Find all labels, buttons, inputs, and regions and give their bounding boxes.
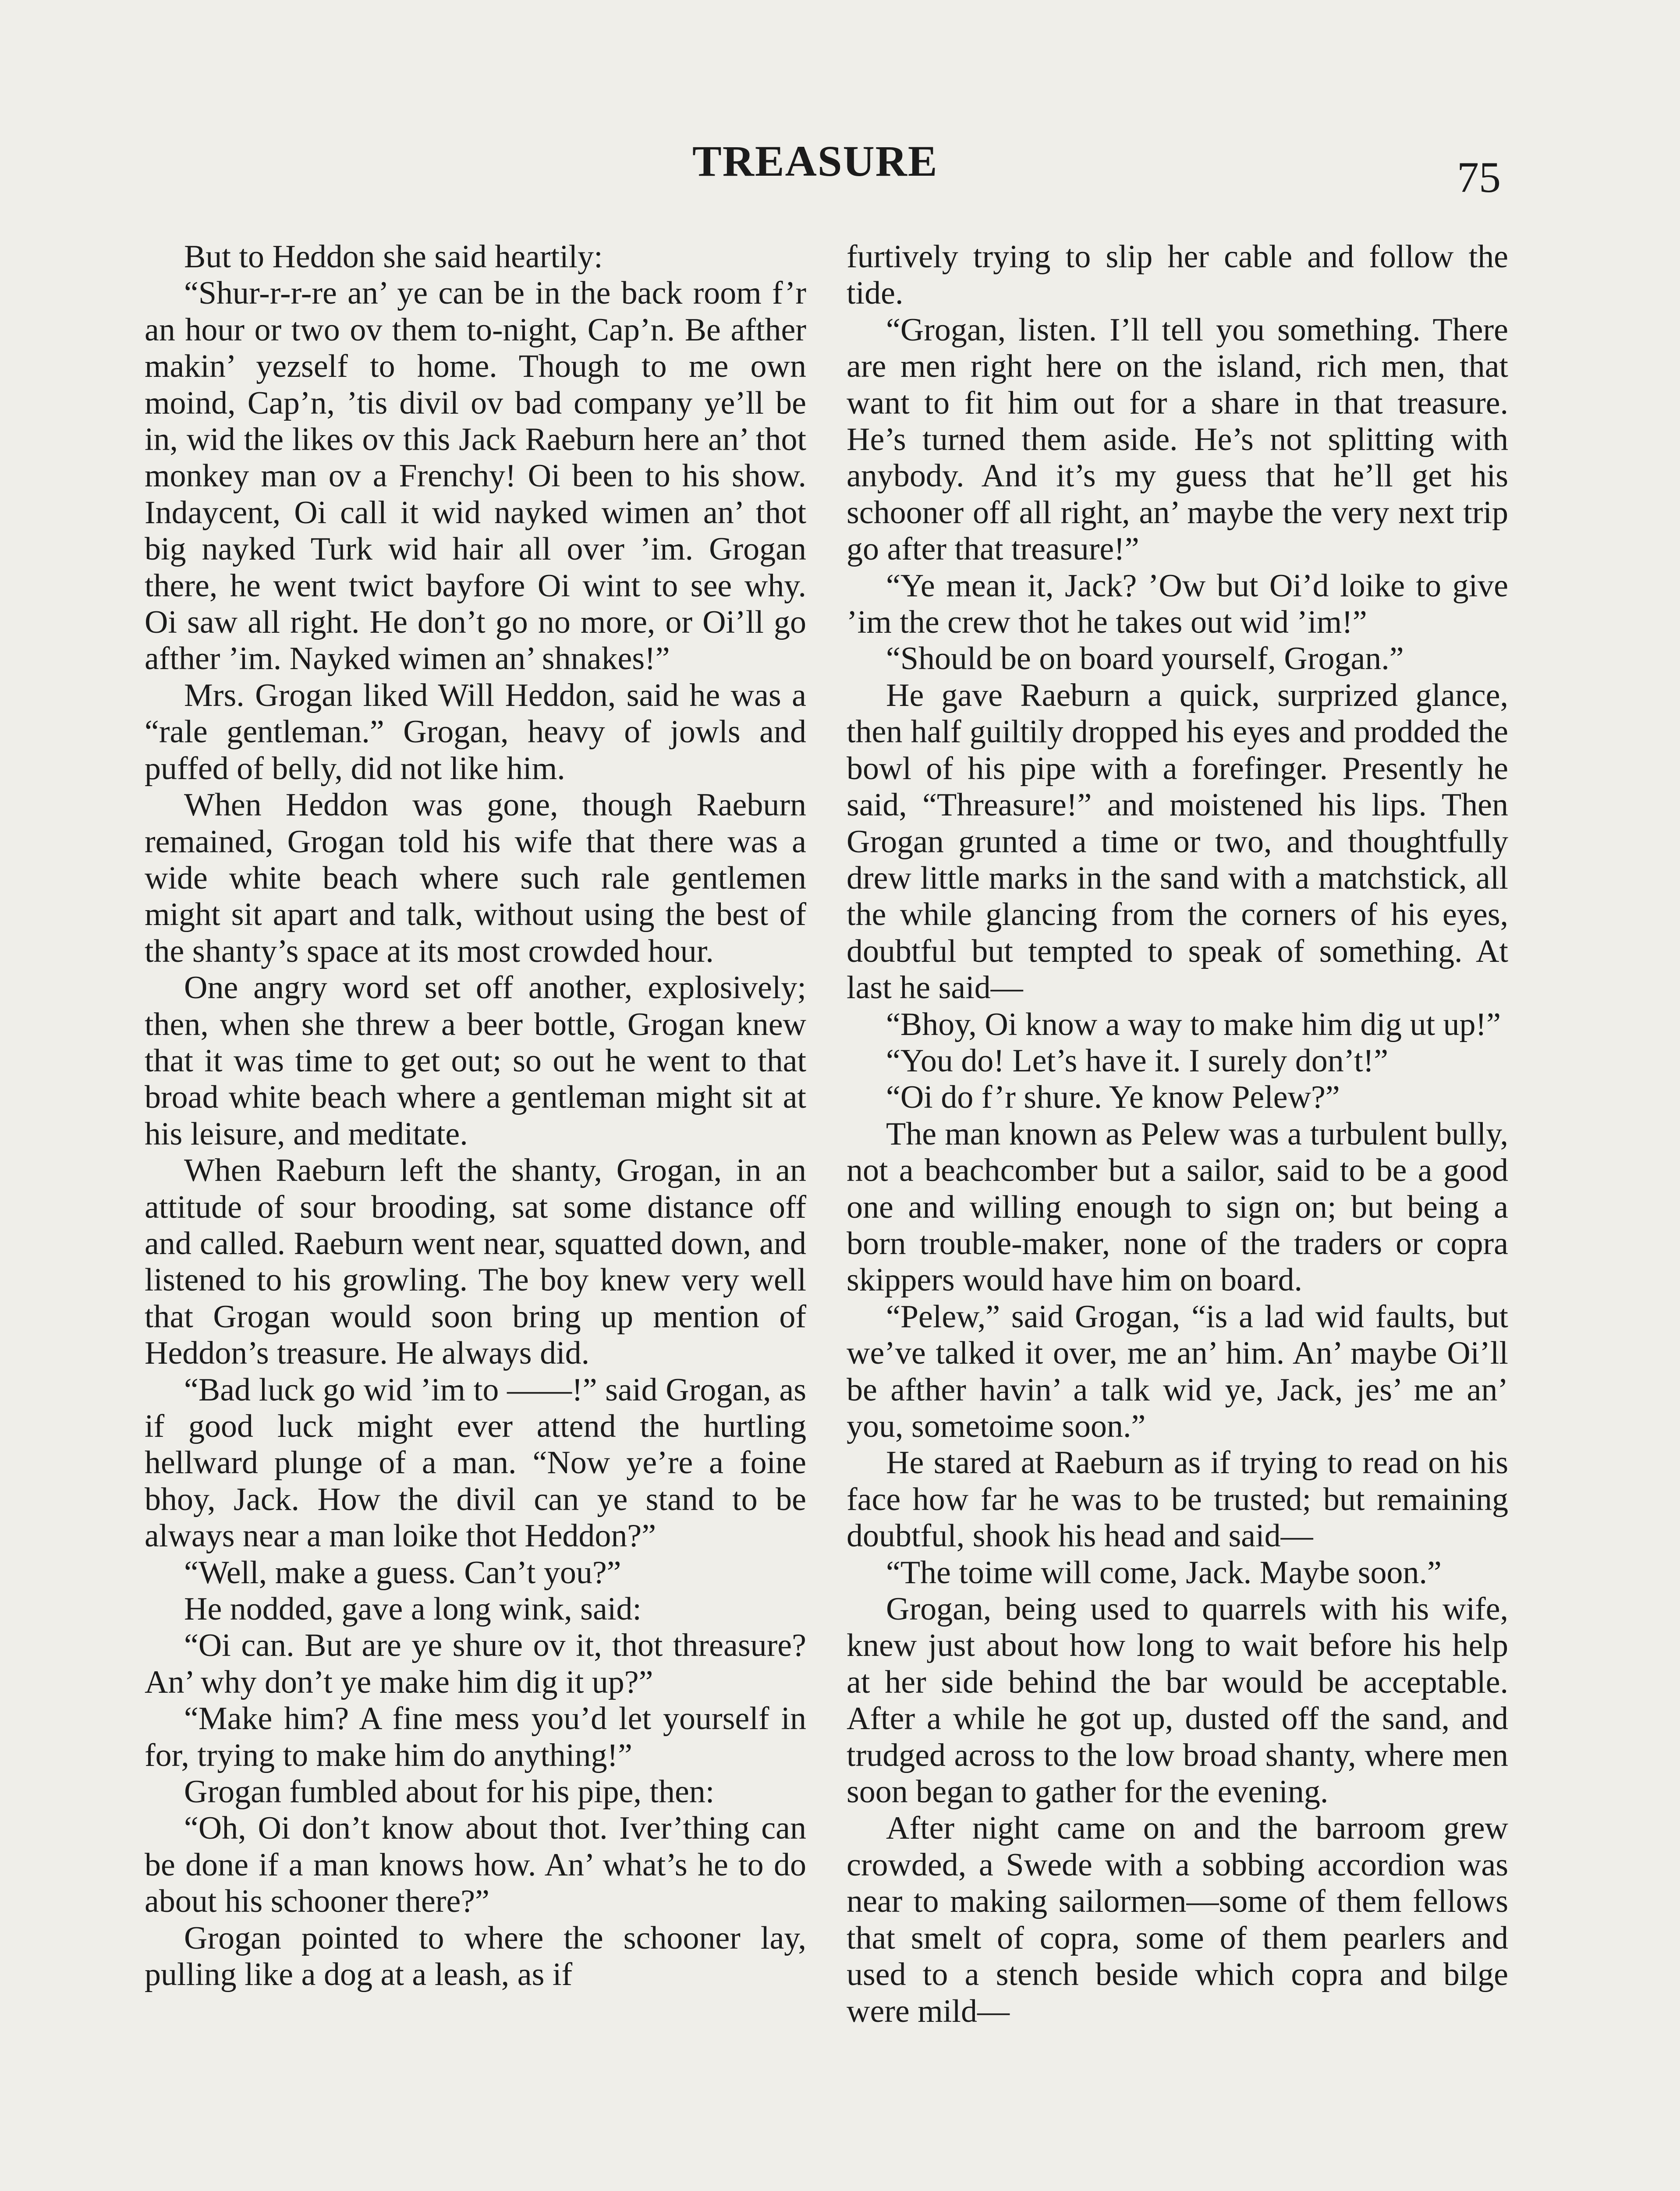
paragraph: Grogan pointed to where the schooner lay, pulling like a dog at a leash, as if bbox=[145, 1920, 806, 1993]
paragraph: He gave Raeburn a quick, surprized glance, then half guiltily dropped his eyes and prodded the bowl of his pipe with a forefinger. Presently he said, “Threasure!” and moistened his lips. Then Grogan grunted a time or two, and thoughtfully drew little marks in the sand with a matchstick, all the while glancing from the corners of his eyes, doubtful but tempted to speak of something. At last he said— bbox=[847, 677, 1508, 1006]
paragraph: “Ye mean it, Jack? ’Ow but Oi’d loike to give ’im the crew thot he takes out wid ’im!” bbox=[847, 567, 1508, 641]
paragraph: “Oh, Oi don’t know about thot. Iver’thing can be done if a man knows how. An’ what’s he to do about his schooner there?” bbox=[145, 1810, 806, 1920]
paragraph: When Heddon was gone, though Raeburn remained, Grogan told his wife that there was a wide white beach where such rale gentlemen might sit apart and talk, without using the best of the shanty’s space at its most crowded hour. bbox=[145, 787, 806, 969]
paragraph: “The toime will come, Jack. Maybe soon.” bbox=[886, 1554, 1442, 1591]
paragraph: “Well, make a guess. Can’t you?” bbox=[184, 1554, 621, 1591]
paragraph: But to Heddon she said heartily: bbox=[184, 239, 603, 275]
paragraph: “You do! Let’s have it. I surely don’t!” bbox=[886, 1042, 1389, 1079]
paragraph: Grogan fumbled about for his pipe, then: bbox=[184, 1774, 715, 1810]
right-column bbox=[847, 239, 1508, 2030]
paragraph: “Bhoy, Oi know a way to make him dig ut up!” bbox=[886, 1006, 1501, 1042]
paragraph: “Make him? A fine mess you’d let yourself in for, trying to make him do anything!” bbox=[145, 1701, 806, 1773]
page-number: 75 bbox=[1457, 153, 1501, 202]
paragraph: When Raeburn left the shanty, Grogan, in an attitude of sour brooding, sat some distance off and called. Raeburn went near, squatted down, and listened to his growling. The boy knew very well that Grogan would soon bring up mention of Heddon’s treasure. He always did. bbox=[145, 1152, 806, 1372]
paragraph: One angry word set off another, explosively; then, when she threw a beer bottle, Grogan knew that it was time to get out; so out he went to that broad white beach where a gentleman might sit at his leisure, and meditate. bbox=[145, 970, 806, 1152]
running-title: TREASURE bbox=[692, 137, 938, 185]
paragraph: The man known as Pelew was a turbulent bully, not a beachcomber but a sailor, said to be a good one and willing enough to sign on; but being a born trouble-maker, none of the traders or copra skippers would have him on board. bbox=[847, 1116, 1508, 1298]
paragraph: After night came on and the barroom grew crowded, a Swede with a sobbing accordion was near to making sailormen—some of them fellows that smelt of copra, some of them pearlers and used to a stench beside which copra and bilge were mild— bbox=[847, 1810, 1508, 2029]
paragraph-continuation: furtively trying to slip her cable and follow the tide. bbox=[847, 239, 1508, 312]
paragraph: Mrs. Grogan liked Will Heddon, said he was a “rale gentleman.” Grogan, heavy of jowls and puffed of belly, did not like him. bbox=[145, 677, 806, 787]
paragraph: He nodded, gave a long wink, said: bbox=[184, 1591, 642, 1627]
paragraph: “Oi can. But are ye shure ov it, thot threasure? An’ why don’t ye make him dig it up?” bbox=[145, 1627, 806, 1700]
paragraph: “Bad luck go wid ’im to ——!” said Grogan, as if good luck might ever attend the hurtling hellward plunge of a man. “Now ye’re a foine bhoy, Jack. How the divil can ye stand to be always near a man loike thot Heddon?” bbox=[145, 1372, 806, 1554]
left-column bbox=[145, 239, 806, 1993]
paragraph: He stared at Raeburn as if trying to read on his face how far he was to be trusted; but remaining doubtful, shook his head and said— bbox=[847, 1445, 1508, 1554]
paragraph: “Should be on board yourself, Grogan.” bbox=[886, 641, 1404, 677]
paragraph: “Shur-r-r-re an’ ye can be in the back room f’r an hour or two ov them to-night, Cap’n. Be afther makin’ yezself to home. Though to me own moind, Cap’n, ’tis divil ov bad company ye’ll be in, wid the likes ov this Jack Raeburn here an’ thot monkey man ov a Frenchy! Oi been to his show. Indaycent, Oi call it wid nayked wimen an’ thot big nayked Turk wid hair all over ’im. Grogan there, he went twict bayfore Oi wint to see why. Oi saw all right. He don’t go no more, or Oi’ll go afther ’im. Nayked wimen an’ shnakes!” bbox=[145, 275, 806, 677]
paragraph: “Grogan, listen. I’ll tell you something. There are men right here on the island, rich men, that want to fit him out for a share in that treasure. He’s turned them aside. He’s not splitting with anybody. And it’s my guess that he’ll get his schooner off all right, an’ maybe the very next trip go after that treasure!” bbox=[847, 312, 1508, 567]
paragraph: “Pelew,” said Grogan, “is a lad wid faults, but we’ve talked it over, me an’ him. An’ maybe Oi’ll be afther havin’ a talk wid ye, Jack, jes’ me an’ you, sometoime soon.” bbox=[847, 1298, 1508, 1444]
paragraph: “Oi do f’r shure. Ye know Pelew?” bbox=[886, 1079, 1340, 1116]
paragraph: Grogan, being used to quarrels with his wife, knew just about how long to wait before his help at her side behind the bar would be acceptable. After a while he got up, dusted off the sand, and trudged across to the low broad shanty, where men soon began to gather for the evening. bbox=[847, 1591, 1508, 1810]
